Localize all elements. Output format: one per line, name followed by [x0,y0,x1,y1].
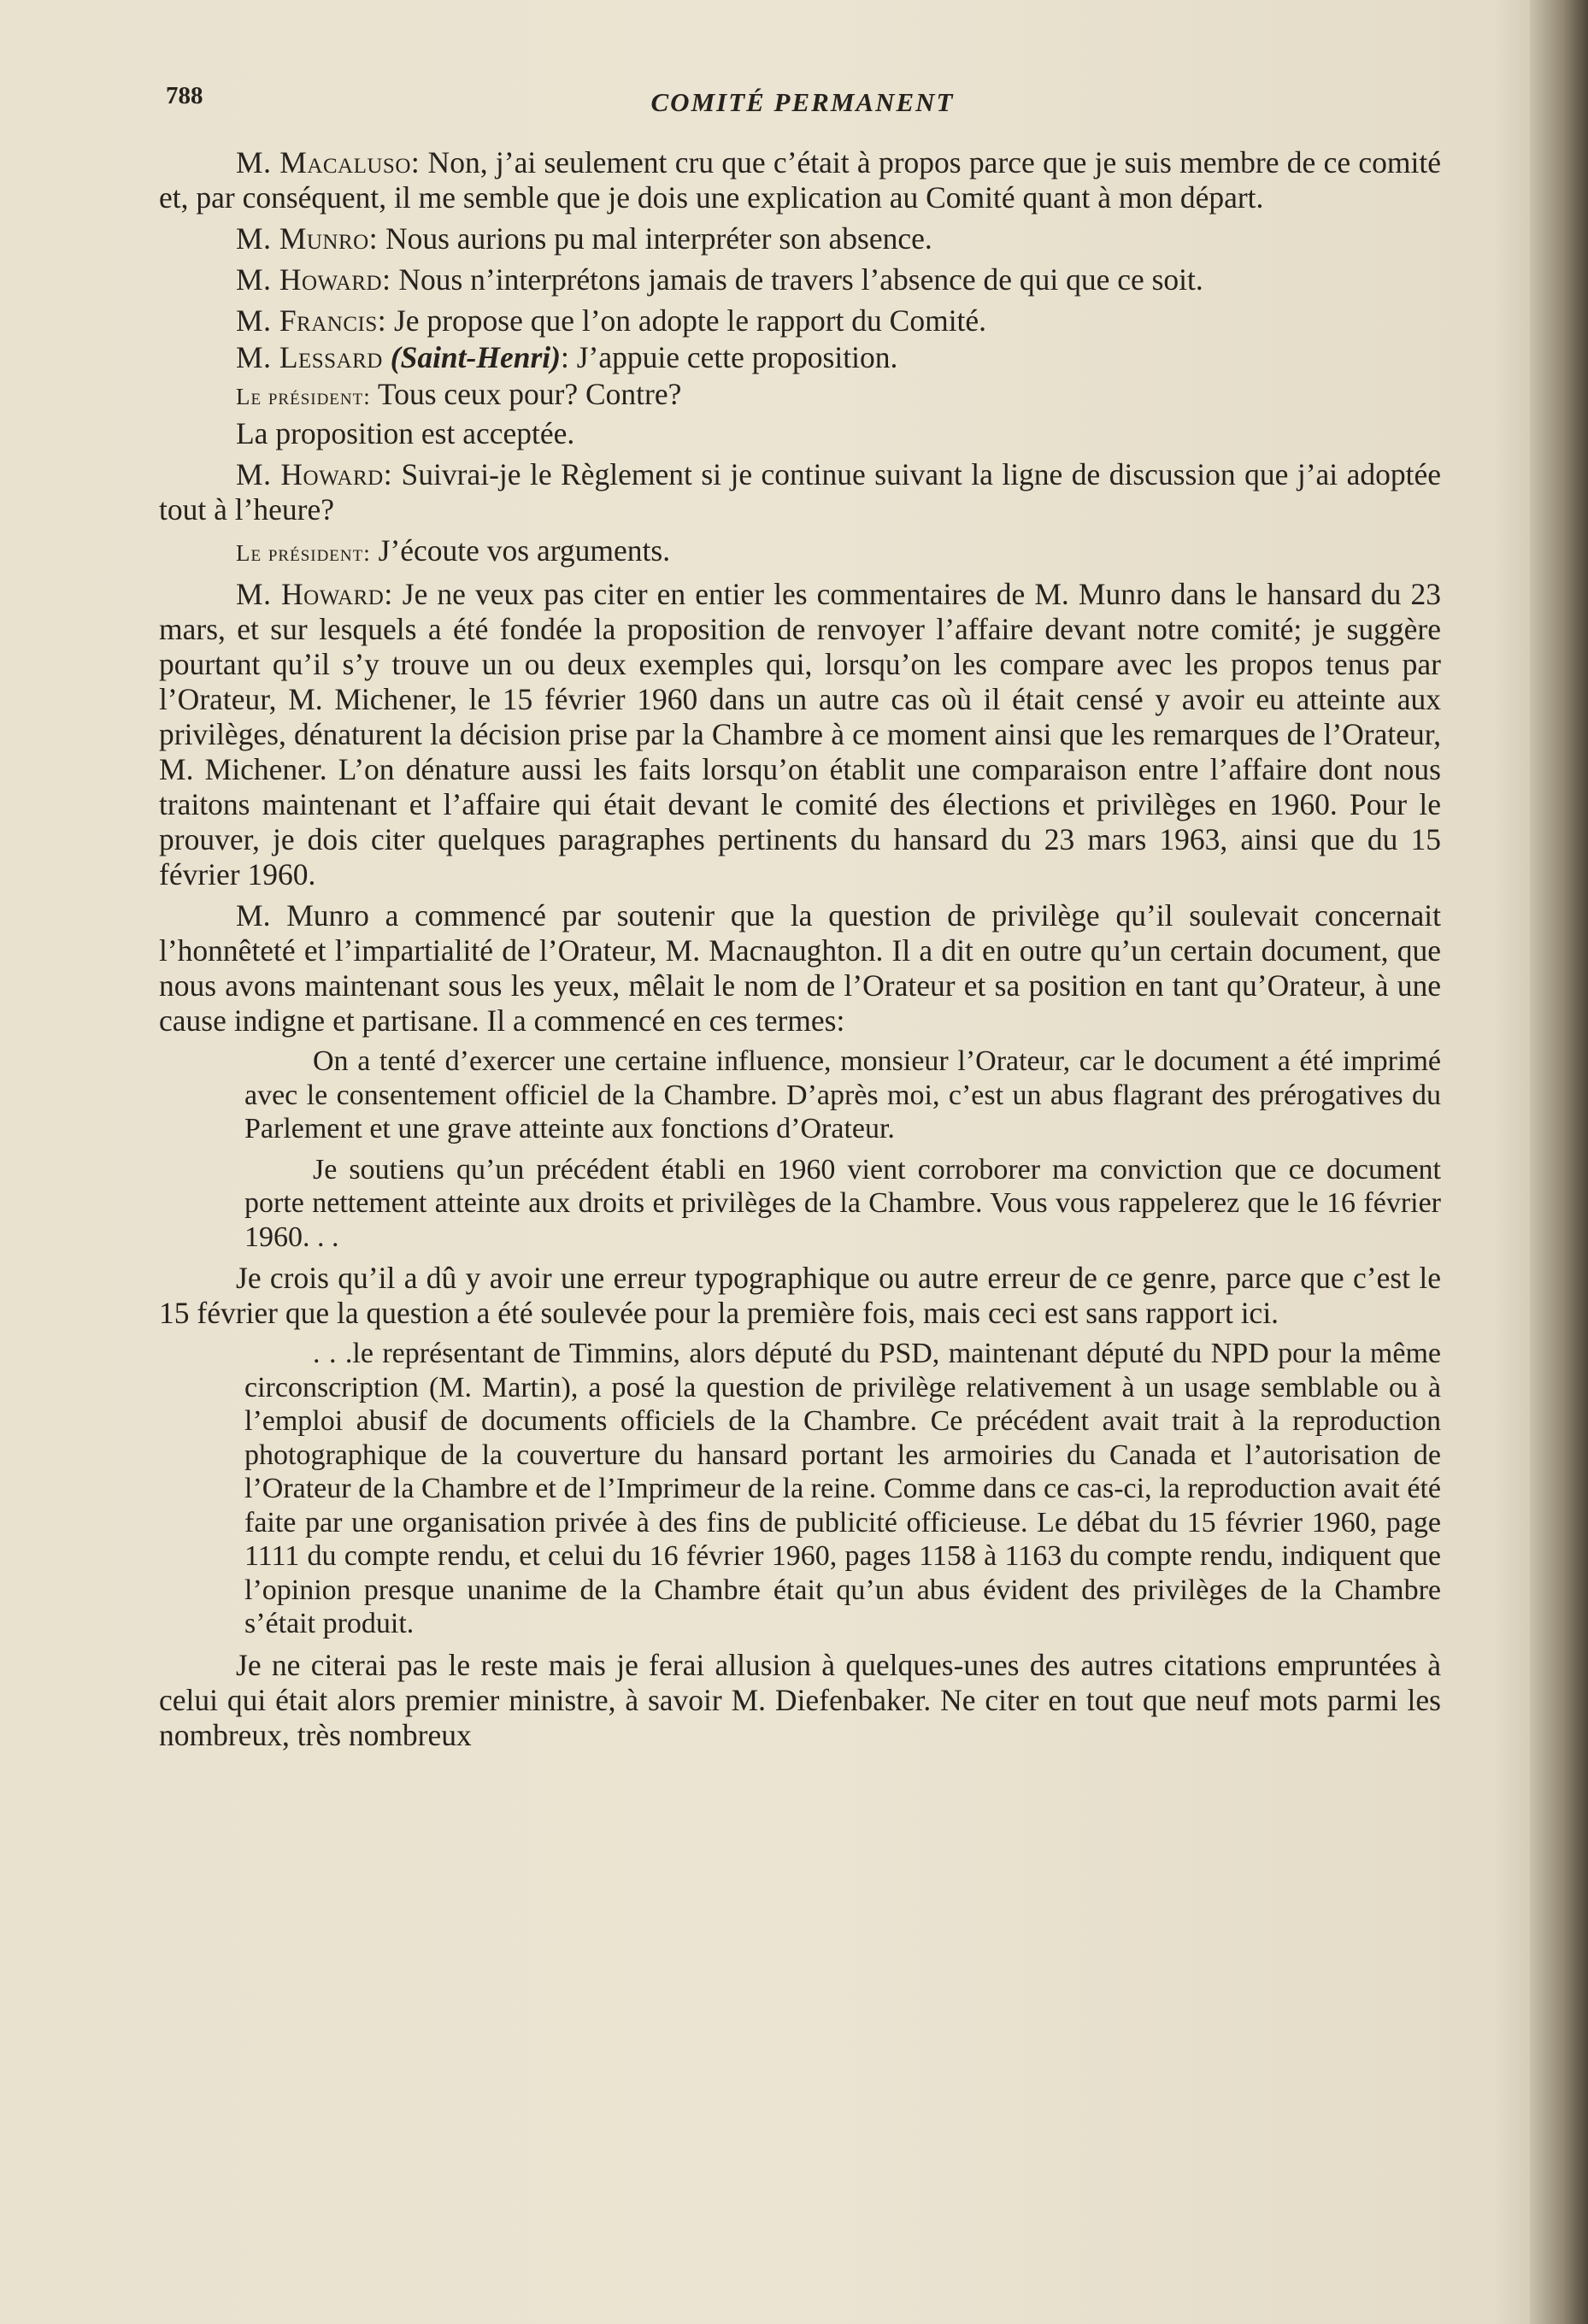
paragraph-final: Je ne citerai pas le reste mais je ferai allusion à quelques-unes des autres citations empruntées à celui qui était alors premier ministre, à savoir M. Diefenbaker. Ne citer en tout que neuf mots parmi les nombreux, très nombreux [159,1647,1441,1752]
speaker-name: Le président: [236,540,371,566]
paragraph-munro [159,221,1441,256]
paragraph-munro-summary [159,898,1441,1038]
paragraph-text: Je ne veux pas citer en entier les commentaires de M. Munro dans le hansard du 23 mars, et sur lesquels a été fondée la proposition de renvoyer l’affaire devant notre comité; je suggère pourtant qu’il s’y trouve un ou deux exemples qui, lorsqu’on les compare avec les propos tenus par l’Orateur, M. Michener, le 15 février 1960 dans un autre cas où il était censé y avoir eu atteinte aux privilèges, dénaturent la décision prise par la Chambre à ce moment ainsi que les remarques de l’Orateur, M. Michener. L’on dénature aussi les faits lorsqu’on établit une comparaison entre l’affaire dont nous traitons maintenant et l’affaire qui était devant le comité des élections et privilèges en 1960. Pour le prouver, je dois citer quelques paragraphes pertinents du hansard du 23 mars 1963, ainsi que du 15 février 1960. [159,577,1441,891]
paragraph-president-2 [159,533,1441,571]
body-text [159,145,1441,1759]
paragraph-francis [159,303,1441,338]
speaker-name: M. Lessard [236,340,383,374]
paragraph-text: Nous aurions pu mal interpréter son absence. [378,221,932,256]
paragraph-text: J’écoute vos arguments. [370,533,671,568]
speaker-name: M. Howard: [236,457,393,491]
paragraph-lessard [159,340,1441,375]
paragraph-text: Je propose que l’on adopte le rapport du Comité. [386,303,987,338]
speaker-name: M. Howard: [236,577,393,611]
paragraph-text: La proposition est acceptée. [236,416,575,450]
paragraph-text: Suivrai-je le Règlement si je continue suivant la ligne de discussion que j’ai adoptée tout à l’heure? [159,457,1442,527]
page-header [166,82,1439,125]
speaker-name: M. Francis: [236,303,387,338]
paragraph-text: Nous n’interprétons jamais de travers l’absence de qui que ce soit. [391,262,1203,297]
paragraph-president-1 [159,377,1441,415]
speaker-name: M. Macaluso: [236,145,421,179]
paragraph-acceptance [159,416,1441,451]
paragraph-text: Tous ceux pour? Contre? [370,377,682,411]
paragraph-text: Non, j’ai seulement cru que c’était à propos parce que je suis membre de ce comité et, par conséquent, il me semble que je dois une explication au Comité quant à mon départ. [159,145,1441,215]
paragraph-howard-3 [159,577,1441,892]
running-title: COMITÉ PERMANENT [650,87,955,117]
block-quote: On a tenté d’exercer une certaine influence, monsieur l’Orateur, car le document a été imprimé avec le consentement officiel de la Chambre. D’après moi, c’est un abus flagrant des prérogatives du Parlement et une grave atteinte aux fonctions d’Orateur. [244,1045,1441,1144]
constituency: (Saint-Henri) [390,340,561,374]
speaker-name: M. Munro: [236,221,379,256]
paragraph-text: : J’appuie cette proposition. [560,340,898,374]
block-quote: . . .le représentant de Timmins, alors député du PSD, maintenant député du NPD pour la même circonscription (M. Martin), a posé la question de privilège relativement à un usage semblable ou à l’emploi abusif de documents officiels de la Chambre. Ce précédent avait trait à la reproduction photographique de la couverture du hansard portant les armoiries du Canada et l’autorisation de l’Orateur de la Chambre et de l’Imprimeur de la reine. Comme dans ce cas-ci, la reproduction avait été faite par une organisation privée à des fins de publicité officieuse. Le débat du 15 février 1960, page 1111 du compte rendu, et celui du 16 février 1960, pages 1158 à 1163 du compte rendu, indiquent que l’opinion presque unanime de la Chambre était qu’un abus évident des privilèges de la Chambre s’était produit. [244,1338,1441,1639]
paragraph-howard-2 [159,457,1441,527]
speaker-name: M. Howard: [236,262,391,297]
page-number: 788 [166,82,203,109]
speaker-name: Le président: [236,384,371,409]
book-spine-shadow [1530,0,1588,2324]
paragraph-howard-1 [159,262,1441,297]
block-quote: Je soutiens qu’un précédent établi en 1960 vient corroborer ma conviction que ce document porte nettement atteinte aux droits et privilèges de la Chambre. Vous vous rappelerez que le 16 février 1960. . . [244,1153,1441,1253]
paragraph-text: M. Munro a commencé par soutenir que la question de privilège qu’il soulevait concernait l’honnêteté et l’impartialité de l’Orateur, M. Macnaughton. Il a dit en outre qu’un certain document, que nous avons maintenant sous les yeux, mêlait le nom de l’Orateur et sa position en tant qu’Orateur, à une cause indigne et partisane. Il a commencé en ces termes: [159,898,1441,1038]
paragraph-macaluso [159,145,1441,215]
paragraph-typo-remark: Je crois qu’il a dû y avoir une erreur typographique ou autre erreur de ce genre, parce que c’est le 15 février que la question a été soulevée pour la première fois, mais ceci est sans rapport ici. [159,1261,1441,1330]
